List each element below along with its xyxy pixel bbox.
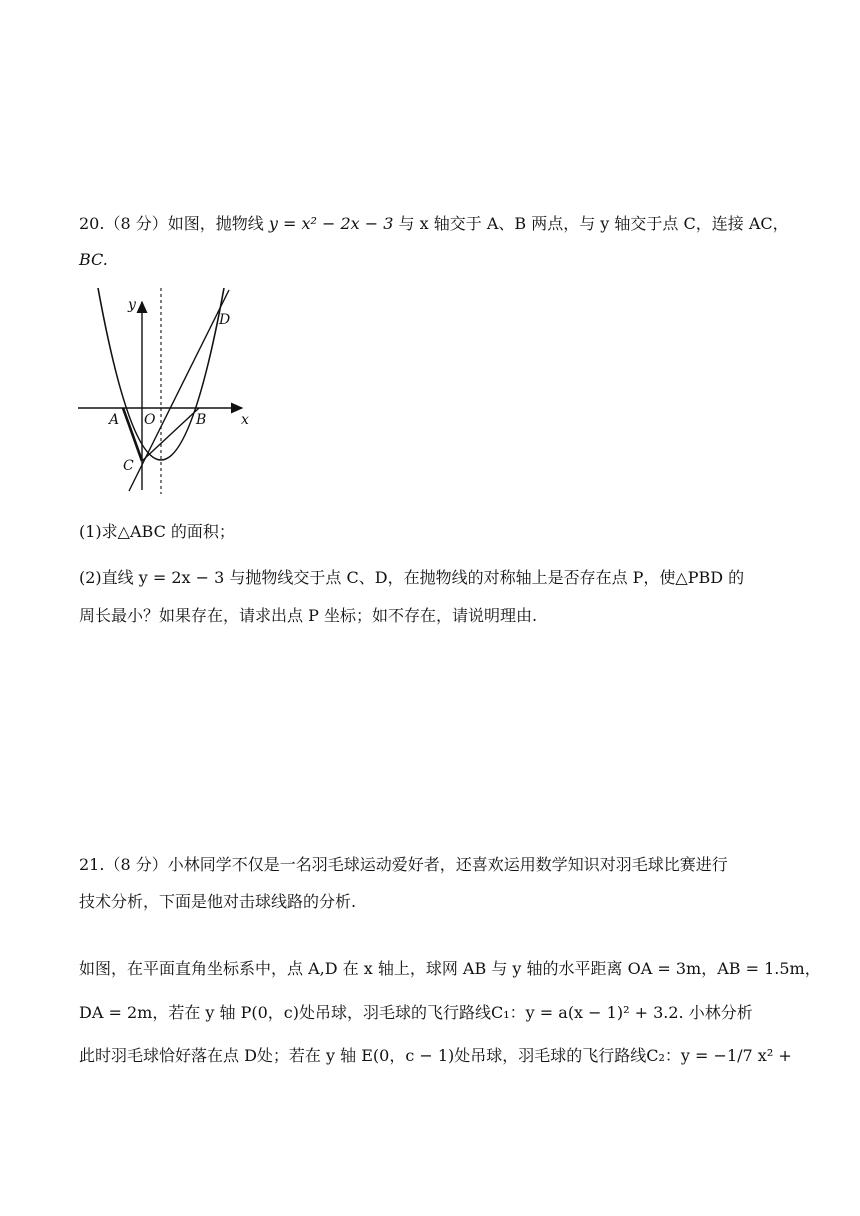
q20-text-b: 与 x 轴交于 A、B 两点，与 y 轴交于点 C，连接 AC，: [398, 214, 789, 233]
label-a: A: [109, 412, 120, 428]
q20-part-2-line-1: (2)直线 y = 2x − 3 与抛物线交于点 C、D，在抛物线的对称轴上是否存在点 P，使△PBD 的: [79, 568, 745, 587]
q20-number: 20.: [79, 214, 105, 233]
q21-line-4: DA = 2m，若在 y 轴 P(0，c)处吊球，羽毛球的飞行路线C₁：y = a(x − 1)² + 3.2. 小林分析: [79, 1003, 753, 1022]
q20-line-2: BC.: [79, 250, 108, 269]
q20-part-2-line-2: 周长最小？如果存在，请求出点 P 坐标；如不存在，请说明理由.: [79, 606, 538, 625]
q20-equation: y = x² − 2x − 3: [268, 214, 394, 233]
q21-line-3: 如图，在平面直角坐标系中，点 A,D 在 x 轴上，球网 AB 与 y 轴的水平距离 OA = 3m，AB = 1.5m，: [79, 959, 821, 978]
label-y: y: [128, 297, 136, 313]
label-d: D: [219, 312, 231, 328]
line-cd: [129, 290, 229, 491]
segment-ac: [123, 408, 142, 461]
q21-line-2: 技术分析，下面是他对击球线路的分析.: [79, 892, 357, 911]
label-b: B: [196, 412, 207, 428]
label-c: C: [123, 458, 134, 474]
q20-line-1: [79, 214, 789, 234]
q20-part-1: (1)求△ABC 的面积；: [79, 522, 235, 541]
label-x: x: [241, 412, 249, 428]
q21-line-5: 此时羽毛球恰好落在点 D处；若在 y 轴 E(0，c − 1)处吊球，羽毛球的飞行路线C₂：y = −1/7 x² +: [79, 1046, 792, 1065]
q21-line-1: 21.（8 分）小林同学不仅是一名羽毛球运动爱好者，还喜欢运用数学知识对羽毛球比赛进行: [79, 855, 728, 874]
parabola-figure: [72, 284, 262, 496]
label-o: O: [144, 412, 156, 428]
q20-score: （8 分）: [104, 214, 168, 233]
q20-text-a: 如图，抛物线: [167, 214, 264, 233]
